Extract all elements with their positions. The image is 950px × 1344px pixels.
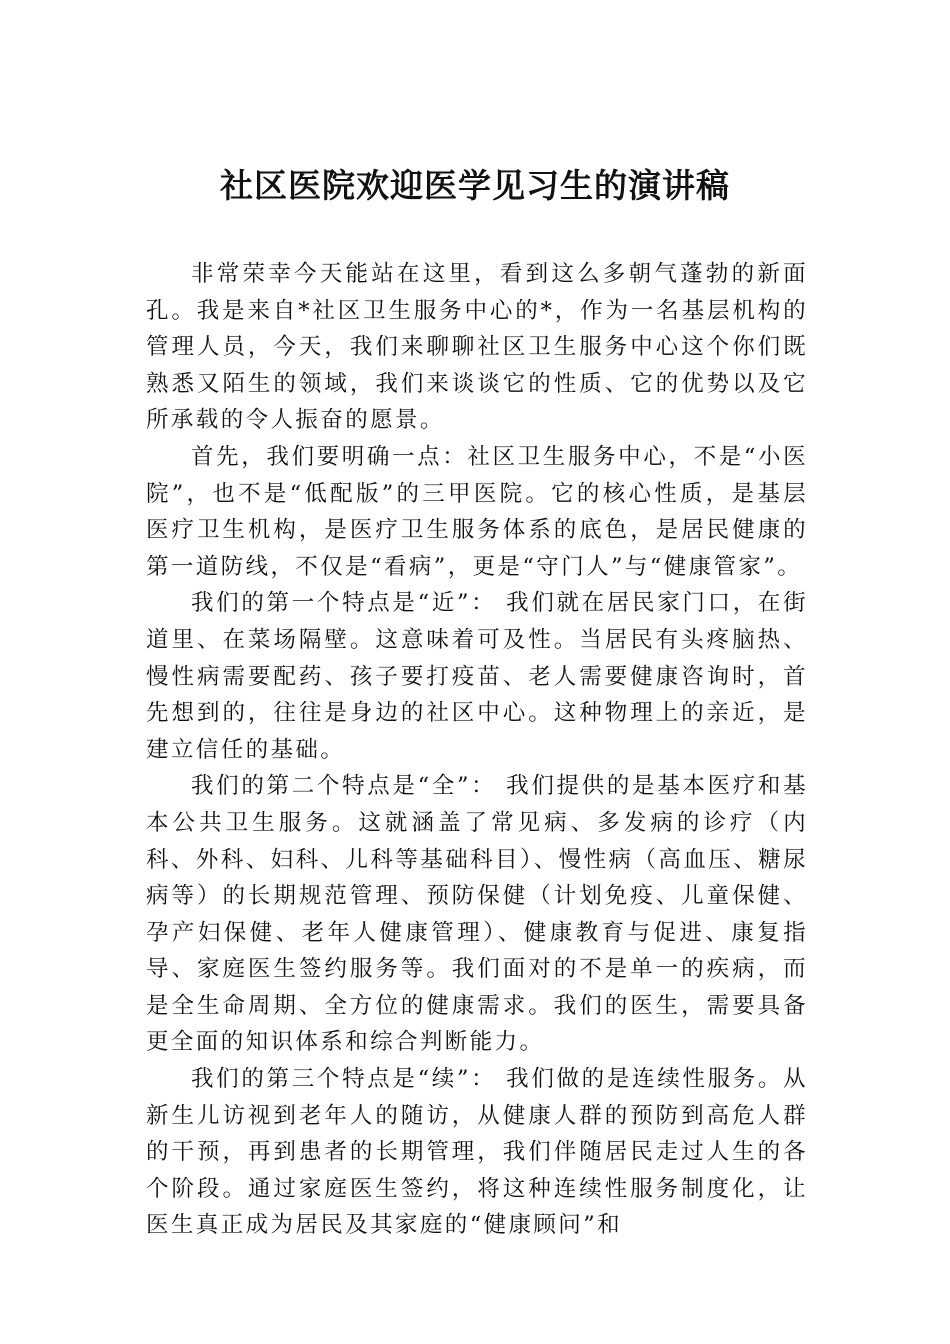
document-title: 社区医院欢迎医学见习生的演讲稿	[220, 166, 730, 205]
paragraph: 非常荣幸今天能站在这里，看到这么多朝气蓬勃的新面孔。我是来自*社区卫生服务中心的*，作为一名基层机构的管理人员，今天，我们来聊聊社区卫生服务中心这个你们既熟悉又陌生的领域，我们来谈谈它的性质、它的优势以及它所承载的令人振奋的愿景。	[146, 261, 808, 434]
paragraph: 首先，我们要明确一点：社区卫生服务中心，不是“小医院”，也不是“低配版”的三甲医院。它的核心性质，是基层医疗卫生机构，是医疗卫生服务体系的底色，是居民健康的第一道防线，不仅是“看病”，更是“守门人”与“健康管家”。	[146, 443, 808, 580]
paragraph: 我们的第一个特点是“近”： 我们就在居民家门口，在街道里、在菜场隔壁。这意味着可及性。当居民有头疼脑热、慢性病需要配药、孩子要打疫苗、老人需要健康咨询时，首先想到的，往往是身边的社区中心。这种物理上的亲近，是建立信任的基础。	[146, 590, 808, 763]
document-body	[146, 256, 808, 1244]
paragraph: 我们的第三个特点是“续”： 我们做的是连续性服务。从新生儿访视到老年人的随访，从健康人群的预防到高危人群的干预，再到患者的长期管理，我们伴随居民走过人生的各个阶段。通过家庭医生签约，将这种连续性服务制度化，让医生真正成为居民及其家庭的“健康顾问”和	[146, 1066, 808, 1239]
paragraph: 我们的第二个特点是“全”： 我们提供的是基本医疗和基本公共卫生服务。这就涵盖了常见病、多发病的诊疗（内科、外科、妇科、儿科等基础科目）、慢性病（高血压、糖尿病等）的长期规范管理、预防保健（计划免疫、儿童保健、孕产妇保健、老年人健康管理）、健康教育与促进、康复指导、家庭医生签约服务等。我们面对的不是单一的疾病，而是全生命周期、全方位的健康需求。我们的医生，需要具备更全面的知识体系和综合判断能力。	[146, 773, 808, 1056]
